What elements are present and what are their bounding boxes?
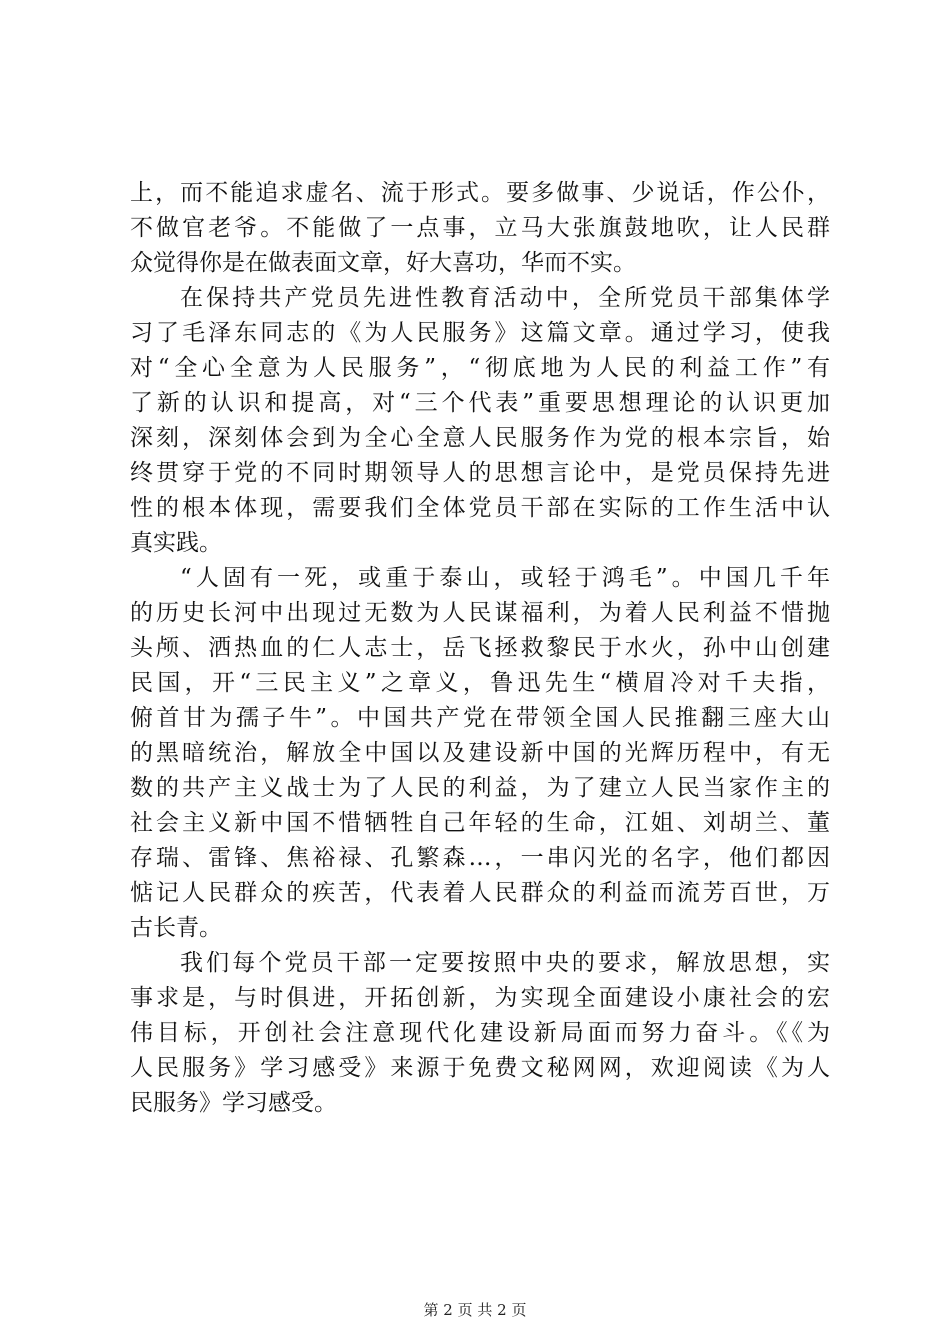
text-line: 俯首甘为孺子牛”。中国共产党在带领全国人民推翻三座大山 (130, 705, 830, 731)
text-line: 数的共产主义战士为了人民的利益，为了建立人民当家作主的 (130, 775, 830, 801)
text-line: 性的根本体现，需要我们全体党员干部在实际的工作生活中认 (130, 495, 830, 521)
text-line: 古长青。 (130, 915, 222, 941)
text-line: 对“全心全意为人民服务”，“彻底地为人民的利益工作”有 (130, 355, 830, 381)
document-body (130, 176, 830, 1121)
text-line: 民国，开“三民主义”之章义，鲁迅先生“横眉冷对千夫指， (130, 670, 830, 696)
text-line: 的历史长河中出现过无数为人民谋福利，为着人民利益不惜抛 (130, 600, 830, 626)
text-line: 事求是，与时俱进，开拓创新，为实现全面建设小康社会的宏 (130, 985, 830, 1011)
text-line: 头颅、洒热血的仁人志士，岳飞拯救黎民于水火，孙中山创建 (130, 635, 830, 661)
text-line: 众觉得你是在做表面文章，好大喜功，华而不实。 (130, 250, 636, 276)
text-line: 的黑暗统治，解放全中国以及建设新中国的光辉历程中，有无 (130, 740, 830, 766)
text-line: “人固有一死，或重于泰山，或轻于鸿毛”。中国几千年 (180, 565, 830, 591)
text-line: 不做官老爷。不能做了一点事，立马大张旗鼓地吹，让人民群 (130, 215, 830, 241)
text-line: 终贯穿于党的不同时期领导人的思想言论中，是党员保持先进 (130, 460, 830, 486)
text-line: 民服务》学习感受。 (130, 1090, 337, 1116)
text-line: 社会主义新中国不惜牺牲自己年轻的生命，江姐、刘胡兰、董 (130, 810, 830, 836)
page-footer: 第 2 页 共 2 页 (423, 1301, 527, 1319)
text-line: 习了毛泽东同志的《为人民服务》这篇文章。通过学习，使我 (130, 320, 830, 346)
text-line: 上，而不能追求虚名、流于形式。要多做事、少说话，作公仆， (130, 180, 830, 206)
text-line: 真实践。 (130, 530, 222, 556)
text-line: 惦记人民群众的疾苦，代表着人民群众的利益而流芳百世，万 (130, 880, 830, 906)
text-line: 深刻，深刻体会到为全心全意人民服务作为党的根本宗旨，始 (130, 425, 830, 451)
text-line: 了新的认识和提高，对“三个代表”重要思想理论的认识更加 (130, 390, 830, 416)
text-line: 在保持共产党员先进性教育活动中，全所党员干部集体学 (180, 285, 830, 311)
text-line: 人民服务》学习感受》来源于免费文秘网网，欢迎阅读《为人 (130, 1055, 830, 1081)
text-line: 存瑞、雷锋、焦裕禄、孔繁森…，一串闪光的名字，他们都因 (130, 845, 830, 871)
text-line: 我们每个党员干部一定要按照中央的要求，解放思想，实 (180, 950, 830, 976)
text-line: 伟目标，开创社会注意现代化建设新局面而努力奋斗。《《为 (130, 1020, 830, 1046)
